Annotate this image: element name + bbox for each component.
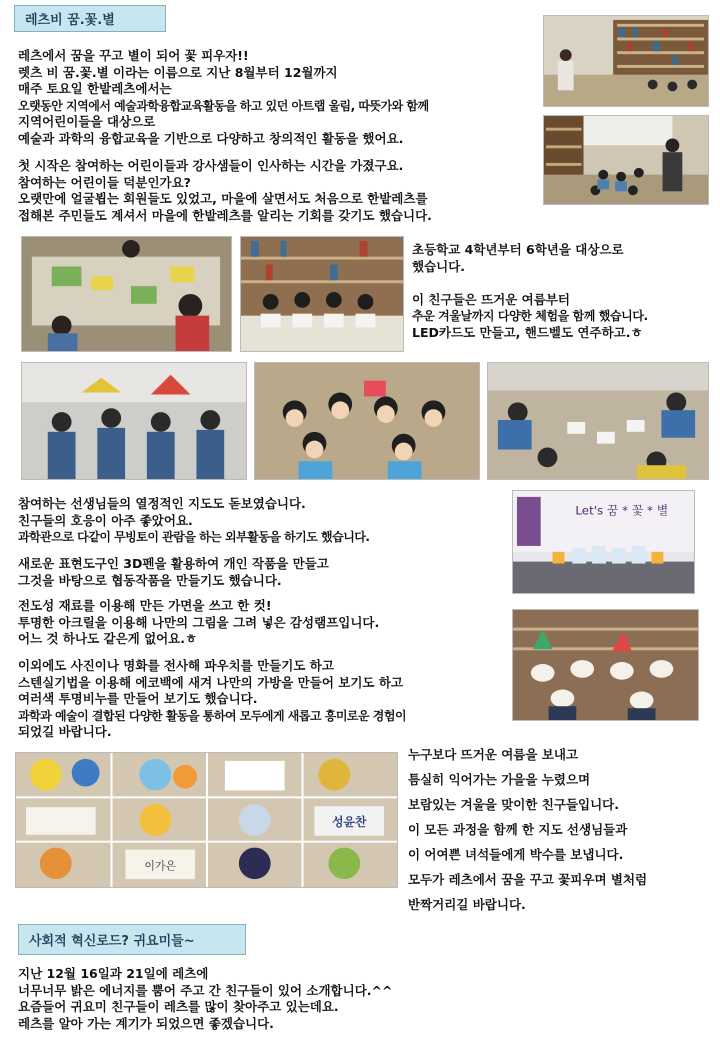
text-line: 이 어여쁜 녀석들에게 박수를 보냅니다. <box>408 847 624 862</box>
intro-paragraph <box>18 48 536 147</box>
section-header-lets-be <box>14 5 166 32</box>
text-line: 참여하는 선생님들의 열정적인 지도도 돋보였습니다. <box>18 496 306 511</box>
mask-lamp-paragraph <box>18 598 506 648</box>
text-line: 전도성 재료를 이용해 만든 가면을 쓰고 한 컷! <box>18 598 272 613</box>
other-activities-paragraph <box>18 658 518 741</box>
text-line: 되었길 바랍니다. <box>18 724 112 739</box>
text-line: 과학관으로 다같이 무빙토이 관람을 하는 외부활동을 하기도 했습니다. <box>18 530 370 544</box>
age-group-paragraph <box>412 242 712 341</box>
text-line: 추운 겨울날까지 다양한 체험을 함께 했습니다. <box>412 309 648 323</box>
section-title: 사회적 혁신로드? 귀요미들~ <box>29 934 195 949</box>
photo-kids-masks <box>512 609 699 721</box>
text-line: 접해본 주민들도 계셔서 마을에 한밭레츠를 알리는 기회를 갖기도 했습니다. <box>18 207 432 223</box>
section-header-social-innovation <box>18 924 246 955</box>
text-line: 여러색 투명비누를 만들어 보기도 했습니다. <box>18 691 258 706</box>
text-line: 투명한 아크릴을 이용해 나만의 그림을 그려 넣은 감성램프입니다. <box>18 614 380 630</box>
greeting-paragraph <box>18 158 536 224</box>
text-line: 첫 시작은 참여하는 어린이들과 강사샘들이 인사하는 시간을 가졌구요. <box>18 158 404 173</box>
photo-kids-floor <box>487 362 709 480</box>
text-line: 지난 12월 16일과 21일에 레츠에 <box>18 966 209 981</box>
text-line: 이 모든 과정을 함께 한 지도 선생님들과 <box>408 822 628 837</box>
section-title: 레츠비 꿈.꽃.별 <box>25 13 115 28</box>
text-line: 보람있는 겨울을 맞이한 친구들입니다. <box>408 797 620 812</box>
photo-children-library <box>543 115 709 205</box>
text-line: 과학과 예술이 결합된 다양한 활동을 통하여 모두에게 새롭고 흥미로운 경험이 <box>18 708 407 723</box>
photo-kids-crafting <box>21 236 232 352</box>
3d-pen-paragraph <box>18 556 506 589</box>
text-line: 반짝거리길 바랍니다. <box>408 897 526 912</box>
text-line: 참여하는 어린이들 덕분인가요? <box>18 174 191 190</box>
closing-paragraph <box>408 742 714 917</box>
text-line: 오랫만에 얼굴뵙는 회원들도 있었고, 마을에 살면서도 처음으로 한밭레츠를 <box>18 191 428 206</box>
text-line <box>412 275 712 292</box>
craft-name-2: 이가은 <box>144 859 177 873</box>
text-line: 너무너무 밝은 에너지를 뿜어 주고 간 친구들이 있어 소개합니다.^^ <box>18 982 393 998</box>
text-line: 이외에도 사진이나 명화를 전사해 파우치를 만들기도 하고 <box>18 658 334 673</box>
photo-kids-3d-hats <box>21 362 247 480</box>
text-line: 매주 토요일 한밭레츠에서는 <box>18 81 172 96</box>
cuties-paragraph <box>18 966 708 1032</box>
text-line: 이 친구들은 뜨거운 여름부터 <box>412 291 570 307</box>
text-line: 레츠에서 꿈을 꾸고 별이 되어 꽃 피우자!! <box>18 48 249 63</box>
text-line: 누구보다 뜨거운 여름을 보내고 <box>408 747 579 762</box>
photo-kids-led-cards <box>240 236 404 352</box>
craft-name-1: 성윤찬 <box>331 814 367 829</box>
photo-group-kids <box>254 362 480 480</box>
photo-banner-lamps <box>512 490 695 594</box>
text-line: 그것을 바탕으로 협동작품을 만들기도 했습니다. <box>18 572 282 588</box>
text-line: 요즘들어 귀요미 친구들이 레츠를 많이 찾아주고 있는데요. <box>18 999 339 1014</box>
banner-text: Let's 꿈 * 꽃 * 별 <box>575 503 669 518</box>
text-line: 새로운 표현도구인 3D펜을 활용하여 개인 작품을 만들고 <box>18 556 329 571</box>
photo-teacher-library <box>543 15 709 107</box>
teachers-paragraph <box>18 496 506 546</box>
text-line: 스텐실기법을 이용해 에코백에 새겨 나만의 가방을 만들어 보기도 하고 <box>18 674 403 690</box>
text-line: 틈실히 익어가는 가을을 누렸으며 <box>408 772 591 787</box>
text-line: 했습니다. <box>412 258 466 274</box>
text-line: 예술과 과학의 융합교육을 기반으로 다양하고 창의적인 활동을 했어요. <box>18 130 404 146</box>
text-line: 친구들의 호응이 아주 좋았어요. <box>18 512 193 528</box>
text-line: 어느 것 하나도 같은게 없어요.ㅎ <box>18 631 198 646</box>
photo-craft-collage <box>15 752 398 888</box>
text-line: 모두가 레츠에서 꿈을 꾸고 꽃피우며 별처럼 <box>408 872 648 887</box>
text-line: 초등학교 4학년부터 6학년을 대상으로 <box>412 242 624 257</box>
text-line: 레츠를 알아 가는 계기가 되었으면 좋겠습니다. <box>18 1015 274 1031</box>
text-line: 렛츠 비 꿈.꽃.별 이라는 이름으로 지난 8월부터 12월까지 <box>18 64 338 80</box>
text-line: 지역어린이들을 대상으로 <box>18 114 156 129</box>
text-line: LED카드도 만들고, 핸드벨도 연주하고.ㅎ <box>412 324 643 340</box>
text-line: 오랫동안 지역에서 예술과학융합교육활동을 하고 있던 아트랩 울림, 따뜻가와 함께 <box>18 98 429 113</box>
